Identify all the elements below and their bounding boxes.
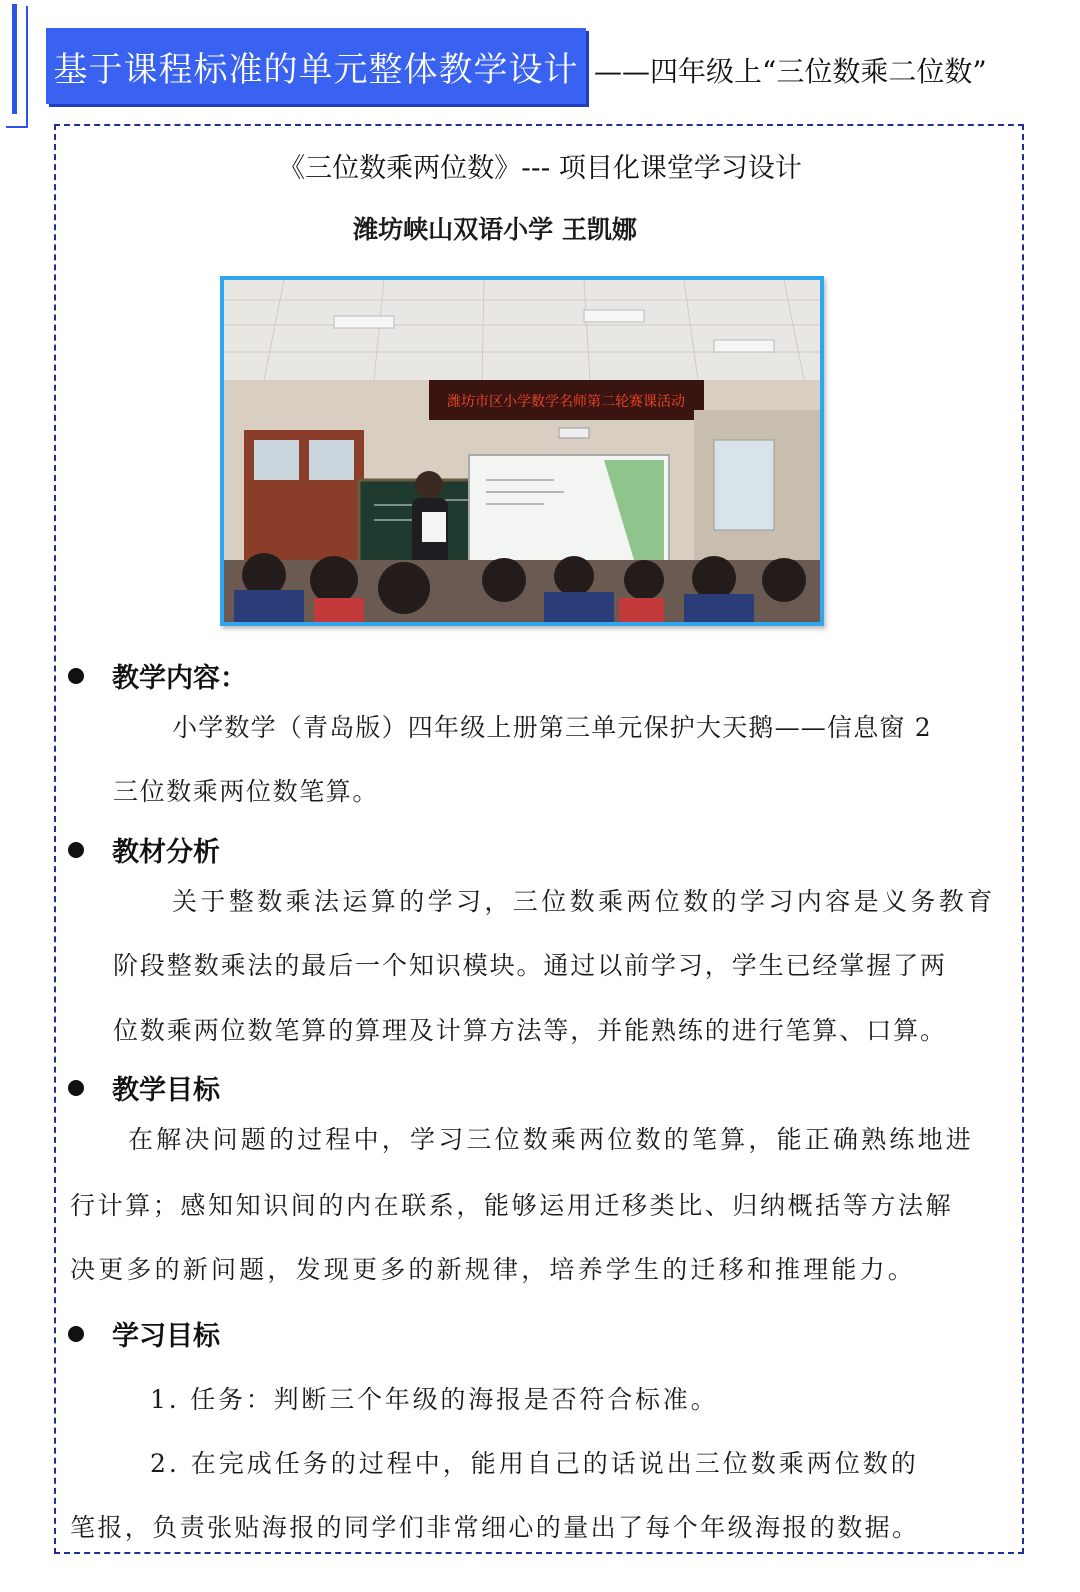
header-banner-title: 基于课程标准的单元整体教学设计 <box>53 49 579 90</box>
section-heading-teaching-goals <box>68 1068 220 1107</box>
author-line: 潍坊峡山双语小学 王凯娜 <box>353 215 637 244</box>
section-heading-text: 教材分析 <box>112 837 220 868</box>
section-heading-text: 教学目标 <box>112 1075 220 1106</box>
decorative-side-stripe <box>12 4 17 114</box>
classroom-photo-illustration <box>224 280 820 622</box>
bullet-icon <box>68 668 84 684</box>
paragraph-line: 三位数乘两位数笔算。 <box>113 777 380 806</box>
bullet-icon <box>68 1326 84 1342</box>
header-banner <box>46 28 586 104</box>
header-subtitle: ——四年级上“三位数乘二位数” <box>594 55 987 88</box>
photo-led-banner-text: 潍坊市区小学数学名师第二轮赛课活动 <box>447 394 685 410</box>
classroom-photo <box>220 276 824 626</box>
paragraph-line: 笔报，负责张贴海报的同学们非常细心的量出了每个年级海报的数据。 <box>70 1513 920 1542</box>
section-heading-teaching-content <box>68 656 247 695</box>
bullet-icon <box>68 842 84 858</box>
paragraph-line: 行计算；感知知识间的内在联系，能够运用迁移类比、归纳概括等方法解 <box>70 1191 954 1220</box>
paragraph-line: 关于整数乘法运算的学习，三位数乘两位数的学习内容是义务教育 <box>172 887 996 916</box>
paragraph-line: 阶段整数乘法的最后一个知识模块。通过以前学习，学生已经掌握了两 <box>113 951 947 980</box>
document-title: 《三位数乘两位数》--- 项目化课堂学习设计 <box>278 153 802 184</box>
section-heading-text: 学习目标 <box>112 1321 220 1352</box>
bullet-icon <box>68 1080 84 1096</box>
paragraph-line: 小学数学（青岛版）四年级上册第三单元保护大天鹅——信息窗 2 <box>172 713 932 742</box>
section-heading-learning-goals <box>68 1314 220 1353</box>
paragraph-line: 2. 在完成任务的过程中，能用自己的话说出三位数乘两位数的 <box>150 1449 919 1478</box>
section-heading-text: 教学内容： <box>112 663 247 694</box>
paragraph-line: 决更多的新问题，发现更多的新规律，培养学生的迁移和推理能力。 <box>70 1255 917 1284</box>
paragraph-line: 在解决问题的过程中，学习三位数乘两位数的笔算，能正确熟练地进 <box>128 1125 975 1154</box>
paragraph-line: 位数乘两位数笔算的算理及计算方法等，并能熟练的进行笔算、口算。 <box>113 1016 947 1045</box>
decorative-side-bar <box>6 6 28 128</box>
paragraph-line: 1. 任务：判断三个年级的海报是否符合标准。 <box>150 1385 719 1414</box>
section-heading-material-analysis <box>68 830 220 869</box>
